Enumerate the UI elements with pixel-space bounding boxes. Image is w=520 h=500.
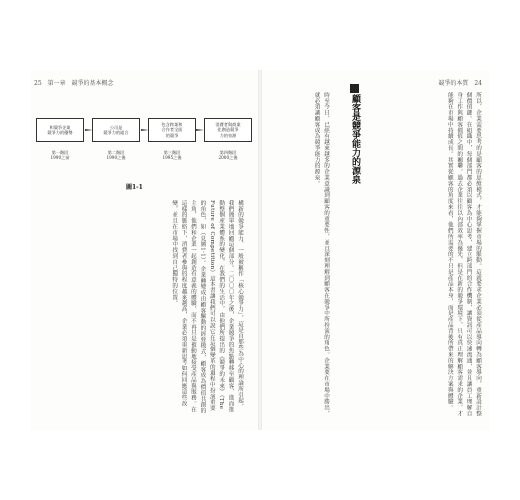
arrow-right-icon <box>85 129 93 131</box>
right-body-text-a: 所以，企業需要思考的是顧客的思維模式，才能夠掌握市場的脈動。這就要求企業必須從產品導向轉為顧客導向，重新設計整個價值鏈。在組織中，每個部門都必須以顧客為中心思考，建立跨部門的合作機制，讓資訊可以快速流通，並且讓員工理解自身工作與顧客價值之間的關聯。過去企業往往以內部效率為優先，但是在新的競爭環境下，只有真正理解顧客需求的企業，才能夠在市場中持續成長。其實從顧客的角度來看，他們所需要的不只是產品本身，而是產品背後所帶來的解決方案與體驗。 <box>446 92 481 417</box>
stage-caption: 第一階段 1990之前 <box>50 150 70 161</box>
stage-caption: 第二階段 1990之後 <box>106 150 126 161</box>
right-page-number: 24 <box>474 80 482 87</box>
figure-label: 圖1-1 <box>126 184 143 191</box>
right-running-header <box>438 78 486 87</box>
stage-caption: 第四階段 2000之後 <box>218 150 238 161</box>
stage-1 <box>36 118 84 161</box>
stage-3 <box>148 118 196 161</box>
left-page-number: 25 <box>34 80 42 87</box>
section-marker-icon <box>350 84 359 93</box>
stage-box: 和競爭企業 競爭力的優勢 <box>36 118 84 142</box>
stage-2 <box>92 118 140 161</box>
arrow-right-icon <box>196 129 204 131</box>
chapter-title: 競爭的基本概念 <box>71 80 114 87</box>
stage-box: 公司是 競爭力的組合 <box>92 118 140 142</box>
figure-stages <box>36 118 252 161</box>
stage-box: 消費者與商業 化創造競爭 力的泉源 <box>204 118 252 142</box>
right-page-title: 競爭的本質 <box>438 80 469 87</box>
right-body-text-b: 時至今日，已經有越來越多的企業意識到顧客的重要性，並且深刻理解到顧客在競爭中所扮演的角色。企業要在市場中勝出，就必須讓顧客成為競爭能力的源泉。 <box>313 92 329 417</box>
left-body-text: 構新的競爭能力，一般被稱作「核心競爭力」，這是自那些為中心的理論所引起，我們簡單地回顧這個部分。二〇〇〇年之後，企業競爭的焦點轉移至顧客，進而推動整個產業體系的變化，在我們的生活中，由他們所提出的《競爭的未來》（The Future of Competition）這本書讓我們可以說它在這個變革的過程中扮演重要的角色，如（見圖1-1）。企業轉變成由顧客驅動的經營模式，顧客成為價值共創的主角，他們和企業一起創造有意義的體驗，而不再只是被動地接受產品與服務。在這樣的脈絡下，消費者參與的程度越來越高，企業必須重新思考如何回應這些改變，並且在市場中找到自己獨特的位置。 <box>171 200 243 414</box>
stage-caption: 第三階段 1995之後 <box>162 150 182 161</box>
right-page <box>262 70 490 430</box>
left-running-header <box>34 78 118 87</box>
stage-box: 包含跨業和 合作者全面 的競爭 <box>148 118 196 142</box>
section-heading: 顧客是競爭能力的源泉 <box>350 94 360 184</box>
stage-4 <box>204 118 252 161</box>
chapter-label: 第一章 <box>47 80 66 87</box>
arrow-right-icon <box>141 129 149 131</box>
left-page <box>30 70 258 430</box>
